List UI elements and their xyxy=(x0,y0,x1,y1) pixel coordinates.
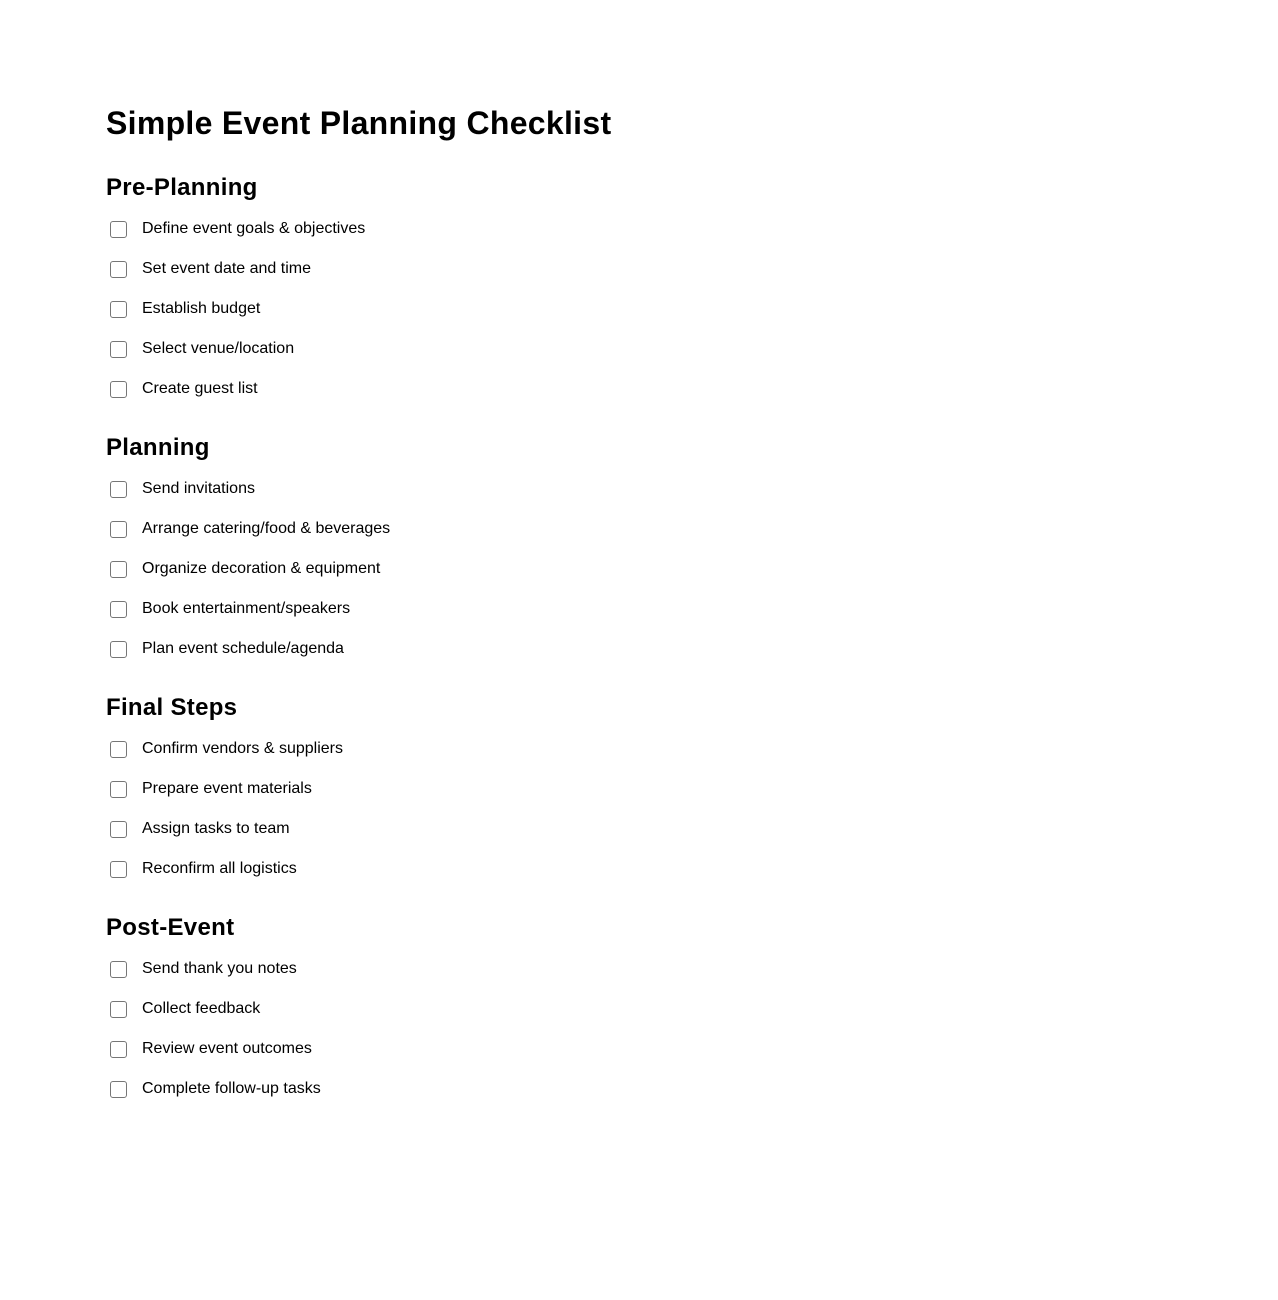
section-planning xyxy=(106,433,390,669)
item-label: Establish budget xyxy=(142,300,261,317)
section-heading: Planning xyxy=(106,434,210,461)
checklist-item[interactable] xyxy=(106,469,390,509)
item-label: Send invitations xyxy=(142,480,255,497)
checklist-item[interactable] xyxy=(106,949,321,989)
section-final-steps xyxy=(106,693,343,889)
section-pre-planning xyxy=(106,173,365,409)
checkbox[interactable] xyxy=(110,641,127,658)
item-label: Prepare event materials xyxy=(142,780,312,797)
checklist-item[interactable] xyxy=(106,1029,321,1069)
checkbox[interactable] xyxy=(110,381,127,398)
checkbox[interactable] xyxy=(110,301,127,318)
checklist-item[interactable] xyxy=(106,249,365,289)
item-label: Reconfirm all logistics xyxy=(142,860,297,877)
item-label: Book entertainment/speakers xyxy=(142,600,351,617)
checkbox[interactable] xyxy=(110,861,127,878)
checkbox[interactable] xyxy=(110,521,127,538)
checkbox[interactable] xyxy=(110,1081,127,1098)
item-label: Collect feedback xyxy=(142,1000,261,1017)
item-label: Select venue/location xyxy=(142,340,295,357)
checklist-item[interactable] xyxy=(106,849,343,889)
checkbox[interactable] xyxy=(110,961,127,978)
checkbox[interactable] xyxy=(110,601,127,618)
checklist-item[interactable] xyxy=(106,369,365,409)
item-label: Define event goals & objectives xyxy=(142,220,366,237)
section-heading: Post-Event xyxy=(106,914,235,941)
checkbox[interactable] xyxy=(110,561,127,578)
section-heading: Final Steps xyxy=(106,694,238,721)
checklist-item[interactable] xyxy=(106,1069,321,1109)
checkbox[interactable] xyxy=(110,741,127,758)
item-label: Confirm vendors & suppliers xyxy=(142,740,343,757)
checklist-item[interactable] xyxy=(106,289,365,329)
checkbox[interactable] xyxy=(110,1041,127,1058)
checklist-item[interactable] xyxy=(106,729,343,769)
checklist-item[interactable] xyxy=(106,549,390,589)
checklist-item[interactable] xyxy=(106,329,365,369)
item-label: Send thank you notes xyxy=(142,960,297,977)
checkbox[interactable] xyxy=(110,1001,127,1018)
item-label: Create guest list xyxy=(142,380,258,397)
checklist-item[interactable] xyxy=(106,989,321,1029)
checklist-item[interactable] xyxy=(106,629,390,669)
checkbox[interactable] xyxy=(110,781,127,798)
item-label: Arrange catering/food & beverages xyxy=(142,520,391,537)
checkbox[interactable] xyxy=(110,261,127,278)
checklist-item[interactable] xyxy=(106,589,390,629)
checkbox[interactable] xyxy=(110,221,127,238)
section-heading: Pre-Planning xyxy=(106,174,258,201)
item-label: Plan event schedule/agenda xyxy=(142,640,344,657)
item-label: Set event date and time xyxy=(142,260,311,277)
checkbox[interactable] xyxy=(110,481,127,498)
page-title: Simple Event Planning Checklist xyxy=(106,105,612,141)
item-label: Organize decoration & equipment xyxy=(142,560,381,577)
checklist-item[interactable] xyxy=(106,509,390,549)
checklist-item[interactable] xyxy=(106,769,343,809)
item-label: Complete follow-up tasks xyxy=(142,1080,321,1097)
checkbox[interactable] xyxy=(110,821,127,838)
item-label: Review event outcomes xyxy=(142,1040,312,1057)
checklist-item[interactable] xyxy=(106,809,343,849)
section-post-event xyxy=(106,913,321,1109)
checkbox[interactable] xyxy=(110,341,127,358)
item-label: Assign tasks to team xyxy=(142,820,290,837)
checklist-item[interactable] xyxy=(106,209,365,249)
